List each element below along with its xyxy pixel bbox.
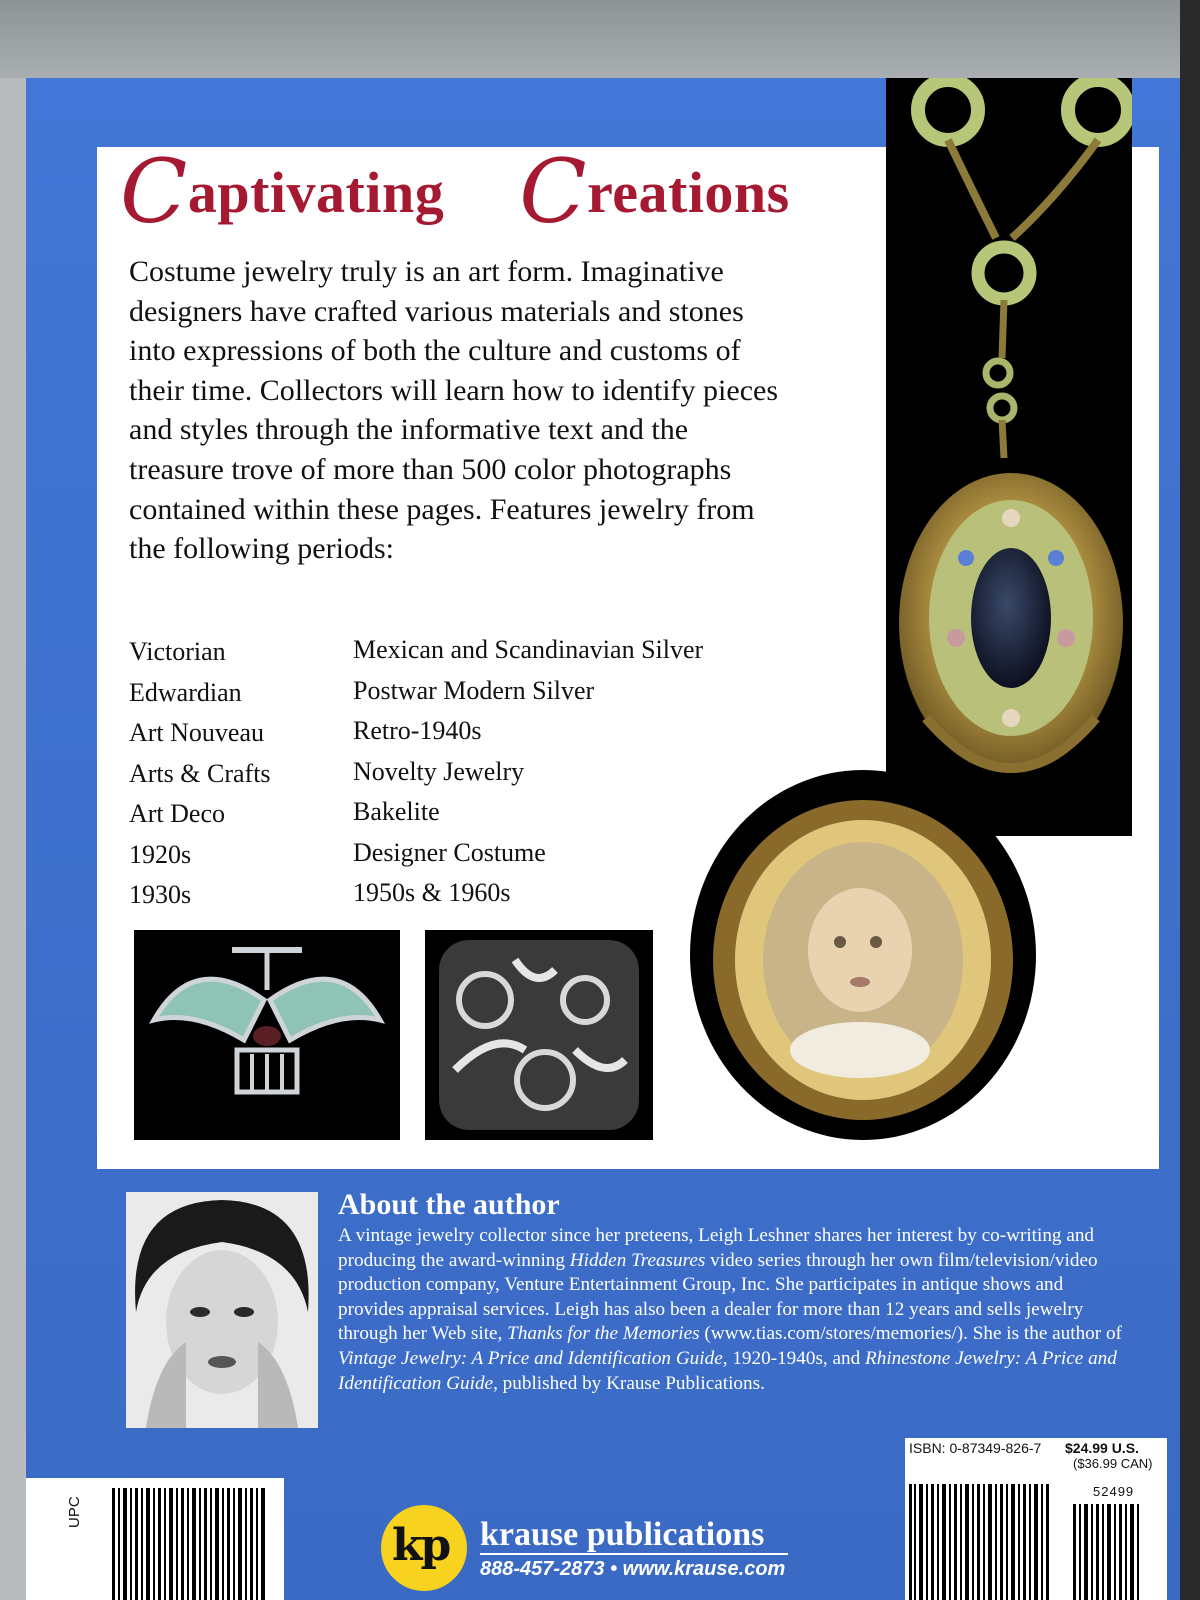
title-word-2: reations	[587, 160, 790, 225]
cover-title	[120, 130, 790, 243]
isbn-number: ISBN: 0-87349-826-7	[909, 1440, 1042, 1456]
title-word-1: aptivating	[187, 160, 445, 225]
kp-logo-text: kp	[392, 1520, 450, 1571]
period-item: Mexican and Scandinavian Silver	[353, 635, 704, 664]
period-item: 1950s & 1960s	[353, 878, 511, 907]
isbn-barcode	[905, 1484, 1167, 1600]
isbn-barcode-box	[905, 1438, 1167, 1600]
publisher-divider	[480, 1553, 788, 1555]
locket-photo	[690, 770, 1036, 1140]
price-can: ($36.99 CAN)	[1073, 1456, 1153, 1471]
period-item: Art Nouveau	[129, 718, 265, 747]
scan-background-top	[0, 0, 1200, 78]
art-nouveau-brooch-photo	[134, 930, 400, 1140]
period-item: Edwardian	[129, 677, 242, 707]
upc-label: UPC	[66, 1496, 83, 1528]
ean-addon-code: 52499	[1093, 1484, 1135, 1499]
necklace-photo	[886, 78, 1132, 836]
period-item: Arts & Crafts	[129, 758, 271, 788]
period-item: Designer Costume	[353, 837, 546, 867]
period-item: Art Deco	[129, 799, 226, 828]
upc-barcode-box	[26, 1478, 284, 1600]
cover-blurb: Costume jewelry truly is an art form. Imaginative designers have crafted various materials and stones into expressions of both the culture and customs of their time. Collectors will learn how to identify pieces and styles through the informative text and the treasure trove of more than 500 color photographs contained within these pages. Features jewelry from the following periods:	[129, 255, 778, 566]
period-item: Novelty Jewelry	[353, 756, 525, 786]
publisher-contact: 888-457-2873 • www.krause.com	[480, 1558, 786, 1580]
scan-background-right	[1180, 0, 1200, 1600]
silver-floral-ring-photo	[425, 930, 653, 1140]
periods-column-1	[129, 632, 349, 916]
publisher-name: krause publications	[480, 1516, 765, 1553]
scan-background-left	[0, 78, 26, 1600]
period-item: 1920s	[129, 839, 192, 869]
upc-barcode	[112, 1488, 272, 1600]
about-heading: About the author	[338, 1188, 560, 1221]
period-item: Retro-1940s	[353, 716, 482, 745]
period-item: 1930s	[129, 880, 192, 909]
price-us: $24.99 U.S.	[1065, 1440, 1139, 1456]
period-item: Victorian	[129, 637, 226, 666]
author-photo	[126, 1192, 318, 1428]
title-initial-2: C	[519, 140, 588, 243]
period-item: Postwar Modern Silver	[353, 675, 595, 705]
title-initial-1: C	[120, 140, 188, 243]
period-item: Bakelite	[353, 797, 440, 826]
about-paragraph: A vintage jewelry collector since her preteens, Leigh Leshner shares her interest by co-writing and producing the award-winning Hidden Treasures video series through her own film/television/video production company, Venture Entertainment Group, Inc. She participates in antique shows and provides appraisal services. Leigh has also been a dealer for more than 12 years and sells jewelry through her Web site, Thanks for the Memories (www.tias.com/stores/memories/). She is the author of Vintage Jewelry: A Price and Identification Guide, 1920-1940s, and Rhinestone Jewelry: A Price and Identification Guide, published by Krause Publications.	[338, 1225, 1122, 1394]
